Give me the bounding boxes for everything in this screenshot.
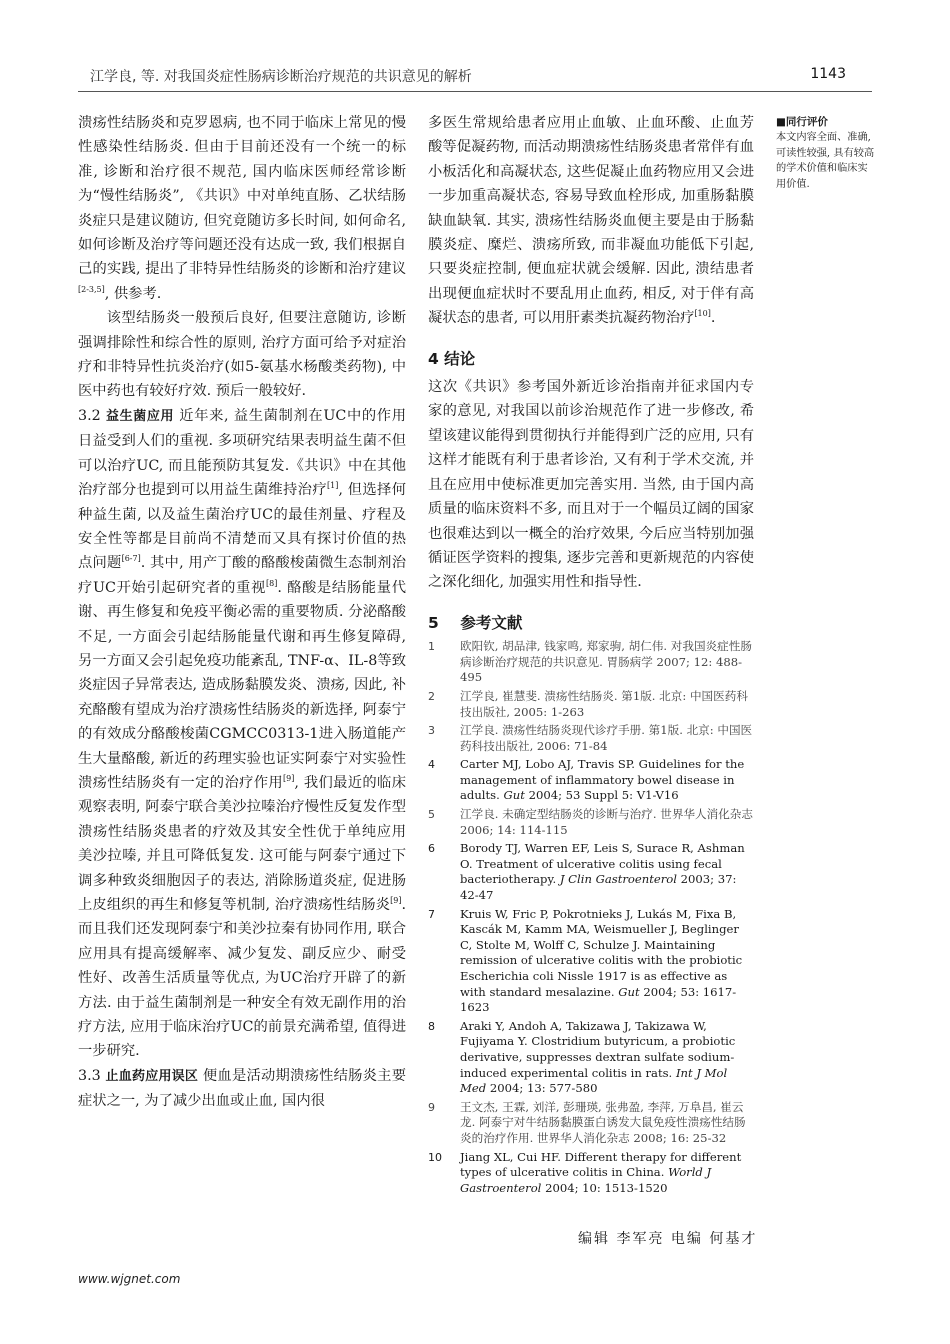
reference-journal: Int J Mol Med (460, 1065, 728, 1096)
reference-volume: 2004; 10: 1513-1520 (541, 1180, 668, 1195)
sidebar-body: 本文内容全面、准确, 可读性较强, 具有较高的学术价值和临床实用价值. (776, 132, 875, 190)
reference-volume: 2004; 53 Suppl 5: V1-V16 (524, 788, 679, 803)
reference-text: 江学良. 溃疡性结肠炎现代诊疗手册. 第1版. 北京: 中国医药科技出版社, 2006: 71-84 (460, 723, 753, 753)
reference-number: 6 (428, 842, 435, 856)
editor-credit: 编辑 李军亮 电编 何基才 (578, 1231, 758, 1247)
reference-item (428, 639, 754, 686)
section-number: 3.2 (78, 407, 101, 424)
reference-text: Araki Y, Andoh A, Takizawa J, Takizawa W, Fujiyama Y. Clostridium butyricum, a probiotic derivative, suppresses dextran sulfate sodium-induced experimental colitis in rats. (460, 1018, 736, 1080)
reference-item (428, 689, 754, 720)
reference-text: 江学良. 未确定型结肠炎的诊断与治疗. 世界华人消化杂志 2006; 14: 114-115 (460, 807, 753, 837)
reference-volume: 2003; 37: 42-47 (460, 872, 737, 903)
reference-text: 江学良, 崔慧斐. 溃疡性结肠炎. 第1版. 北京: 中国医药科技出版社, 2005: 1-263 (460, 688, 748, 719)
reference-item (428, 1150, 754, 1197)
reference-item (428, 723, 754, 754)
reference-number: 4 (428, 758, 435, 772)
reference-text: Carter MJ, Lobo AJ, Travis SP. Guidelines for the management of inflammatory bowel disease in adults. (460, 757, 745, 803)
peer-review-sidebar (776, 115, 876, 192)
reference-journal: J Clin Gastroenterol (559, 872, 677, 887)
reference-journal: Gut (503, 788, 525, 803)
section-title: 参考文献 (460, 613, 523, 632)
citation: [9] (283, 774, 295, 784)
section-number: 3.3 (78, 1067, 101, 1084)
paragraph: 多医生常规给患者应用止血敏、止血环酸、止血芳酸等促凝药物, 而活动期溃疡性结肠炎患者常伴有血小板活化和高凝状态, 这些促凝止血药物应用又会进一步加重高凝状态, 容易导致血栓形成, 加重肠黏膜缺血缺氧. 其实, 溃疡性结肠炎血便主要是由于肠黏膜炎症、糜烂、溃疡所致, 而非凝血功能低下引起, 只要炎症控制, 便血症状就会缓解. 因此, 溃结患者出现便血症状时不要乱用止血药, 相反, 对于伴有高凝状态的患者, 可以用肝素类抗凝药物治疗[10]. (428, 115, 754, 327)
reference-journal: World J Gastroenterol (460, 1165, 712, 1195)
reference-number: 3 (428, 724, 435, 738)
section-3-2: 3.2 益生菌应用 近年来, 益生菌制剂在UC中的作用日益受到人们的重视. 多项研究结果表明益生菌不但可以治疗UC, 而且能预防其复发.《共识》中在其他治疗部分也提到可以用益生菌维持治疗[1], 但选择何种益生菌, 以及益生菌治疗UC的最佳剂量、疗程及安全性等都是目前尚不清楚而又具有探讨价值的热点问题[6-7]. 其中, 用产丁酸的酪酸梭菌微生态制剂治疗UC开始引起研究者的重视[8]. 酪酸是结肠能量代谢、再生修复和免疫平衡必需的重要物质. 分泌酪酸不足, 一方面会引起结肠能量代谢和再生修复障碍, 另一方面又会引起免疫功能紊乱, TNF-α、IL-8等致炎症因子异常表达, 造成肠黏膜发炎、溃疡, 因此, 补充酪酸有望成为治疗溃疡性结肠炎的新选择, 阿泰宁的有效成分酪酸梭菌CGMCC0313-1进入肠道能产生大量酪酸, 新近的药理实验也证实阿泰宁对实验性溃疡性结肠炎有一定的治疗作用[9], 我们最近的临床观察表明, 阿泰宁联合美沙拉嗪治疗慢性反复发作型溃疡性结肠炎患者的疗效及其安全性优于单纯应用美沙拉嗪, 并且可降低复发. 这可能与阿泰宁通过下调多种致炎细胞因子的表达, 消除肠道炎症, 促进肠上皮组织的再生和修复等机制, 治疗溃疡性结肠炎[9]. 而且我们还发现阿泰宁和美沙拉秦有协同作用, 联合应用具有提高缓解率、减少复发、副反应少、耐受性好、改善生活质量等优点, 为UC治疗开辟了的新方法. 由于益生菌制剂是一种安全有效无副作用的治疗方法, 应用于临床治疗UC的前景充满希望, 值得进一步研究. (78, 407, 407, 1060)
reference-item (428, 1019, 754, 1097)
reference-text: Jiang XL, Cui HF. Different therapy for different types of ulcerative colitis in China. (460, 1149, 742, 1180)
paragraph: 该型结肠炎一般预后良好, 但要注意随访, 诊断强调排除性和综合性的原则, 治疗方面可给予对症治疗和非特异性抗炎治疗(如5-氨基水杨酸类药物), 中医中药也有较好疗效. 预后一般较好. (78, 310, 406, 400)
reference-item (428, 1100, 754, 1147)
citation: [1] (326, 481, 339, 491)
running-header (78, 64, 872, 92)
reference-number: 1 (428, 640, 435, 654)
page-number: 1143 (810, 66, 846, 82)
reference-number: 7 (428, 907, 435, 921)
citation: [2-3,5] (78, 285, 105, 295)
reference-number: 10 (428, 1150, 442, 1164)
sidebar-heading: ■同行评价 (776, 116, 828, 128)
reference-volume: 2004; 13: 577-580 (486, 1081, 598, 1096)
section-3-3: 3.3 止血药应用误区 便血是活动期溃疡性结肠炎主要症状之一, 为了减少出血或止血, 国内很 (78, 1067, 407, 1110)
citation: [10] (694, 309, 711, 319)
reference-text: Kruis W, Fric P, Pokrotnieks J, Lukás M, Fixa B, Kascák M, Kamm MA, Weismueller J, Beglinger C, Stolte M, Wolff C, Schulze J. Maintaining remission of ulcerative colitis with the probiotic Escherichia coli Nissle 1917 is as effective as with standard mesalazine. (460, 906, 743, 999)
reference-list (428, 639, 754, 1196)
right-column (428, 111, 754, 1199)
reference-number: 5 (428, 808, 435, 822)
section-heading: 止血药应用误区 (105, 1068, 199, 1084)
paragraph: 这次《共识》参考国外新近诊治指南并征求国内专家的意见, 对我国以前诊治规范作了进一步修改, 希望该建议能得到贯彻执行并能得到广泛的应用, 只有这样才能既有利于患者诊治, 又有利于学术交流, 并且在应用中使标准更加完善实用. 当然, 由于国内高质量的临床资料不多, 而且对于一个幅员辽阔的国家也很难达到以一概全的治疗效果, 今后应当特别加强循证医学资料的搜集, 逐步完善和更新规范的内容使之深化细化, 加强实用性和指导性. (428, 379, 754, 591)
citation: [8] (266, 578, 278, 588)
citation: [9] (390, 896, 402, 906)
reference-item (428, 841, 754, 903)
reference-item (428, 907, 754, 1016)
reference-text: 王文杰, 王霖, 刘洋, 彭珊瑛, 张弗盈, 李萍, 万阜昌, 崔云龙. 阿泰宁对牛结肠黏膜蛋白诱发大鼠免疫性溃疡性结肠炎的治疗作用. 世界华人消化杂志 2008; 16: 25-32 (460, 1099, 746, 1145)
reference-number: 9 (428, 1100, 435, 1114)
section-heading-conclusion: 4 结论 (428, 349, 476, 368)
left-column (78, 111, 406, 1114)
reference-volume: 2004; 53: 1617-1623 (460, 984, 737, 1015)
reference-journal: Gut (618, 984, 640, 999)
reference-number: 8 (428, 1019, 435, 1033)
reference-item (428, 807, 754, 838)
paragraph: 溃疡性结肠炎和克罗恩病, 也不同于临床上常见的慢性感染性结肠炎. 但由于目前还没有一个统一的标准, 诊断和治疗很不规范, 国内临床医师经常诊断为“慢性结肠炎”, 《共识》中对单纯直肠、乙状结肠炎症只是建议随访, 但究竟随访多长时间, 如何命名, 如何诊断及治疗等问题还没有达成一致, 我们根据自己的实践, 提出了非特异性结肠炎的诊断和治疗建议[2-3,5], 供参考. (78, 115, 406, 302)
section-heading: 益生菌应用 (105, 408, 175, 424)
section-number: 5 (428, 613, 439, 632)
running-title: 江学良, 等. 对我国炎症性肠病诊断治疗规范的共识意见的解析 (90, 69, 472, 85)
section-heading-references (428, 611, 754, 635)
citation: [6-7] (121, 554, 141, 564)
reference-number: 2 (428, 689, 435, 703)
reference-item (428, 757, 754, 804)
reference-text: 欧阳钦, 胡品津, 钱家鸣, 郑家驹, 胡仁伟. 对我国炎症性肠病诊断治疗规范的共识意见. 胃肠病学 2007; 12: 488-495 (460, 639, 752, 685)
journal-url: www.wjgnet.com (78, 1272, 181, 1286)
reference-text: Borody TJ, Warren EF, Leis S, Surace R, Ashman O. Treatment of ulcerative colitis using fecal bacteriotherapy. (460, 841, 745, 887)
